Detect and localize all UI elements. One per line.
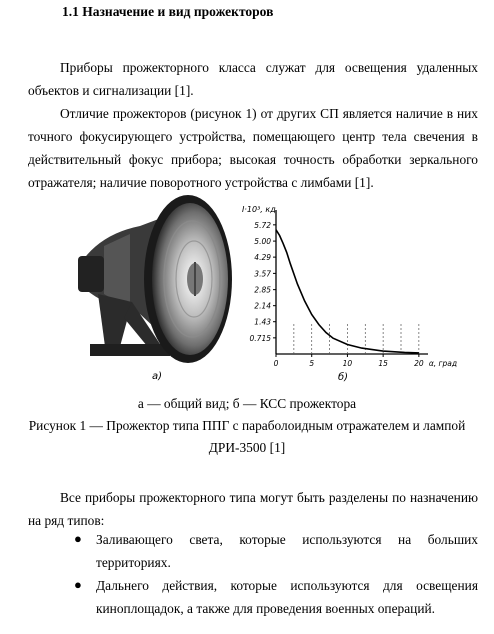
paragraph-1-line: Приборы прожекторного класса служат для освещения удаленных xyxy=(60,60,478,75)
paragraph-2-line: Отличие прожекторов (рисунок 1) от других СП является наличие в них xyxy=(60,106,478,121)
x-tick-label: 5 xyxy=(309,359,315,368)
figure-caption-line: Рисунок 1 — Прожектор типа ППГ с параболоидным отражателем и лампой xyxy=(28,418,466,433)
list-item-line: Заливающего света, которые используются на больших xyxy=(96,532,478,547)
list-item xyxy=(74,528,478,574)
bullet-icon: ● xyxy=(74,577,82,592)
paragraph-3-line: Все приборы прожекторного типа могут быть разделены по назначению xyxy=(60,490,478,505)
list-item-line: Дальнего действия, которые используются для освещения xyxy=(96,578,478,593)
paragraph-2-line: отражателя; наличие поворотного устройства с лимбами [1]. xyxy=(28,175,374,190)
paragraph-3 xyxy=(28,486,478,532)
list-item-text xyxy=(96,574,478,620)
y-tick-label: 2.14 xyxy=(254,301,271,311)
x-axis-label: α, град xyxy=(428,359,458,368)
y-tick-label: 0.715 xyxy=(249,333,271,343)
figure-subcaption: а — общий вид; б — КСС прожектора xyxy=(137,396,357,411)
paragraph-2-line: действительный фокус прибора; высокая точность обработки зеркального xyxy=(28,152,478,167)
x-tick-label: 0 xyxy=(273,359,279,368)
paragraph-2 xyxy=(28,102,478,194)
intensity-chart xyxy=(238,196,458,383)
figure-caption-line: ДРИ-3500 [1] xyxy=(208,440,286,455)
x-tick-label: 15 xyxy=(378,359,388,368)
searchlight-illustration xyxy=(60,194,240,384)
list-item-line: киноплощадок, а также для проведения военных операций. xyxy=(96,601,436,616)
y-tick-label: 5.00 xyxy=(254,237,271,247)
intensity-curve xyxy=(276,230,419,353)
bullet-icon: ● xyxy=(74,531,82,546)
y-axis-label: I·10³, кд xyxy=(242,205,276,214)
list-item xyxy=(74,574,478,620)
y-tick-label: 3.57 xyxy=(254,269,271,279)
x-tick-label: 20 xyxy=(414,359,424,368)
chart-layer xyxy=(242,205,457,368)
y-tick-label: 1.43 xyxy=(254,317,271,327)
y-tick-label: 4.29 xyxy=(254,253,271,263)
figure-label-a: а) xyxy=(152,371,163,382)
y-tick-label: 5.72 xyxy=(254,220,271,230)
paragraph-1-line: объектов и сигнализации [1]. xyxy=(28,83,194,98)
paragraph-3-line: на ряд типов: xyxy=(28,513,105,528)
paragraph-2-line: точного фокусирующего устройства, помещающего центр тела свечения в xyxy=(28,129,478,144)
x-tick-label: 10 xyxy=(342,359,353,368)
y-tick-label: 2.85 xyxy=(254,285,271,295)
section-heading: 1.1 Назначение и вид прожекторов xyxy=(62,4,274,19)
list-item-text xyxy=(96,528,478,574)
figure-label-b: б) xyxy=(338,372,349,383)
list-item-line: территориях. xyxy=(96,555,171,570)
paragraph-1 xyxy=(28,56,478,102)
bullet-list xyxy=(74,528,478,620)
